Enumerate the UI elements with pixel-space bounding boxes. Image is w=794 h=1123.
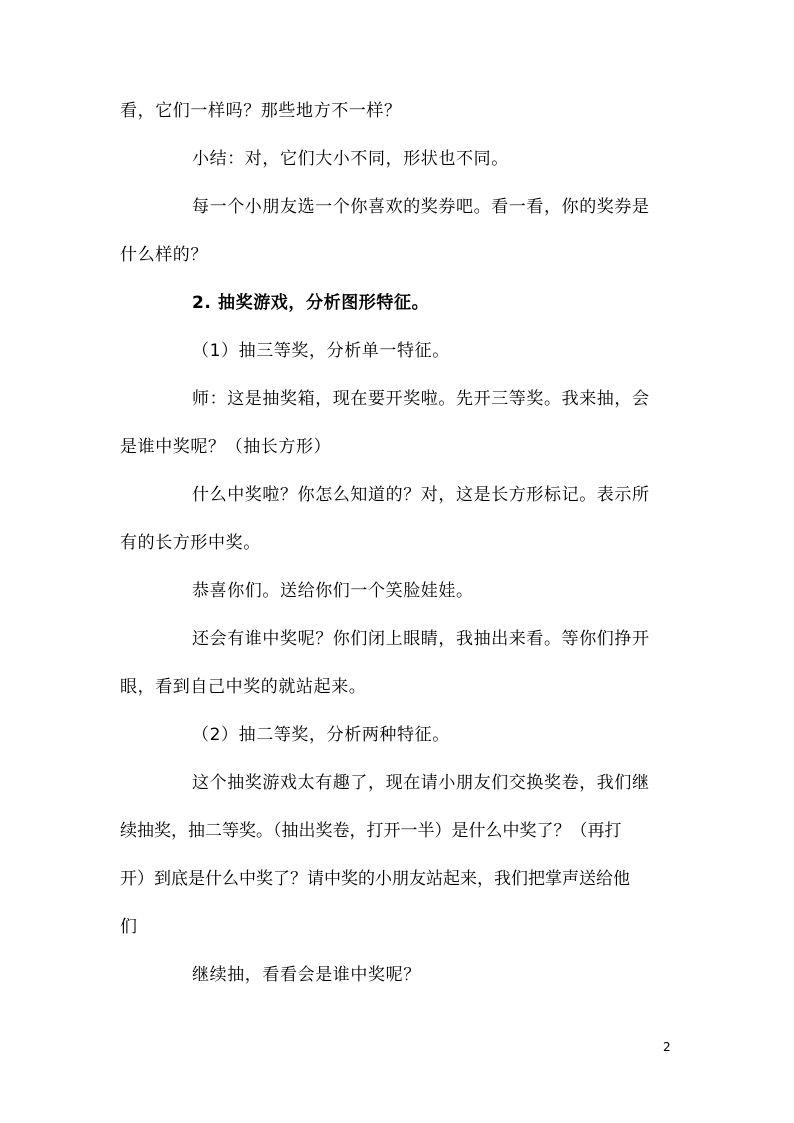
text-line: 续抽奖，抽二等奖。（抽出奖卷，打开一半）是什么中奖了？（再打 [120, 821, 622, 841]
text-line: 们 [120, 917, 138, 937]
text-line: 继续抽，看看会是谁中奖呢？ [192, 965, 421, 985]
text-line: 什么中奖啦？你怎么知道的？对，这是长方形标记。表示所 [192, 485, 650, 505]
text-line: 师：这是抽奖箱，现在要开奖啦。先开三等奖。我来抽，会 [192, 389, 650, 409]
text-line: 什么样的？ [120, 245, 208, 265]
text-line: 是谁中奖呢？（抽长方形） [120, 437, 332, 457]
text-line: 看，它们一样吗？那些地方不一样？ [120, 101, 402, 121]
text-line: 恭喜你们。送给你们一个笑脸娃娃。 [192, 581, 474, 601]
text-line: 每一个小朋友选一个你喜欢的奖券吧。看一看，你的奖券是 [192, 197, 650, 217]
text-line: 有的长方形中奖。 [120, 533, 261, 553]
text-line: 小结：对，它们大小不同，形状也不同。 [192, 149, 509, 169]
section-heading: 2. 抽奖游戏，分析图形特征。 [192, 293, 430, 313]
text-line: 还会有谁中奖呢？你们闭上眼睛，我抽出来看。等你们挣开 [192, 629, 650, 649]
text-line: 眼，看到自己中奖的就站起来。 [120, 677, 367, 697]
text-line: 开）到底是什么中奖了？请中奖的小朋友站起来，我们把掌声送给他 [120, 869, 630, 889]
subsection-heading: （2）抽二等奖，分析两种特征。 [192, 725, 450, 745]
text-line: 这个抽奖游戏太有趣了，现在请小朋友们交换奖卷，我们继 [192, 773, 650, 793]
subsection-heading: （1）抽三等奖，分析单一特征。 [192, 341, 450, 361]
page-number: 2 [663, 1040, 671, 1054]
